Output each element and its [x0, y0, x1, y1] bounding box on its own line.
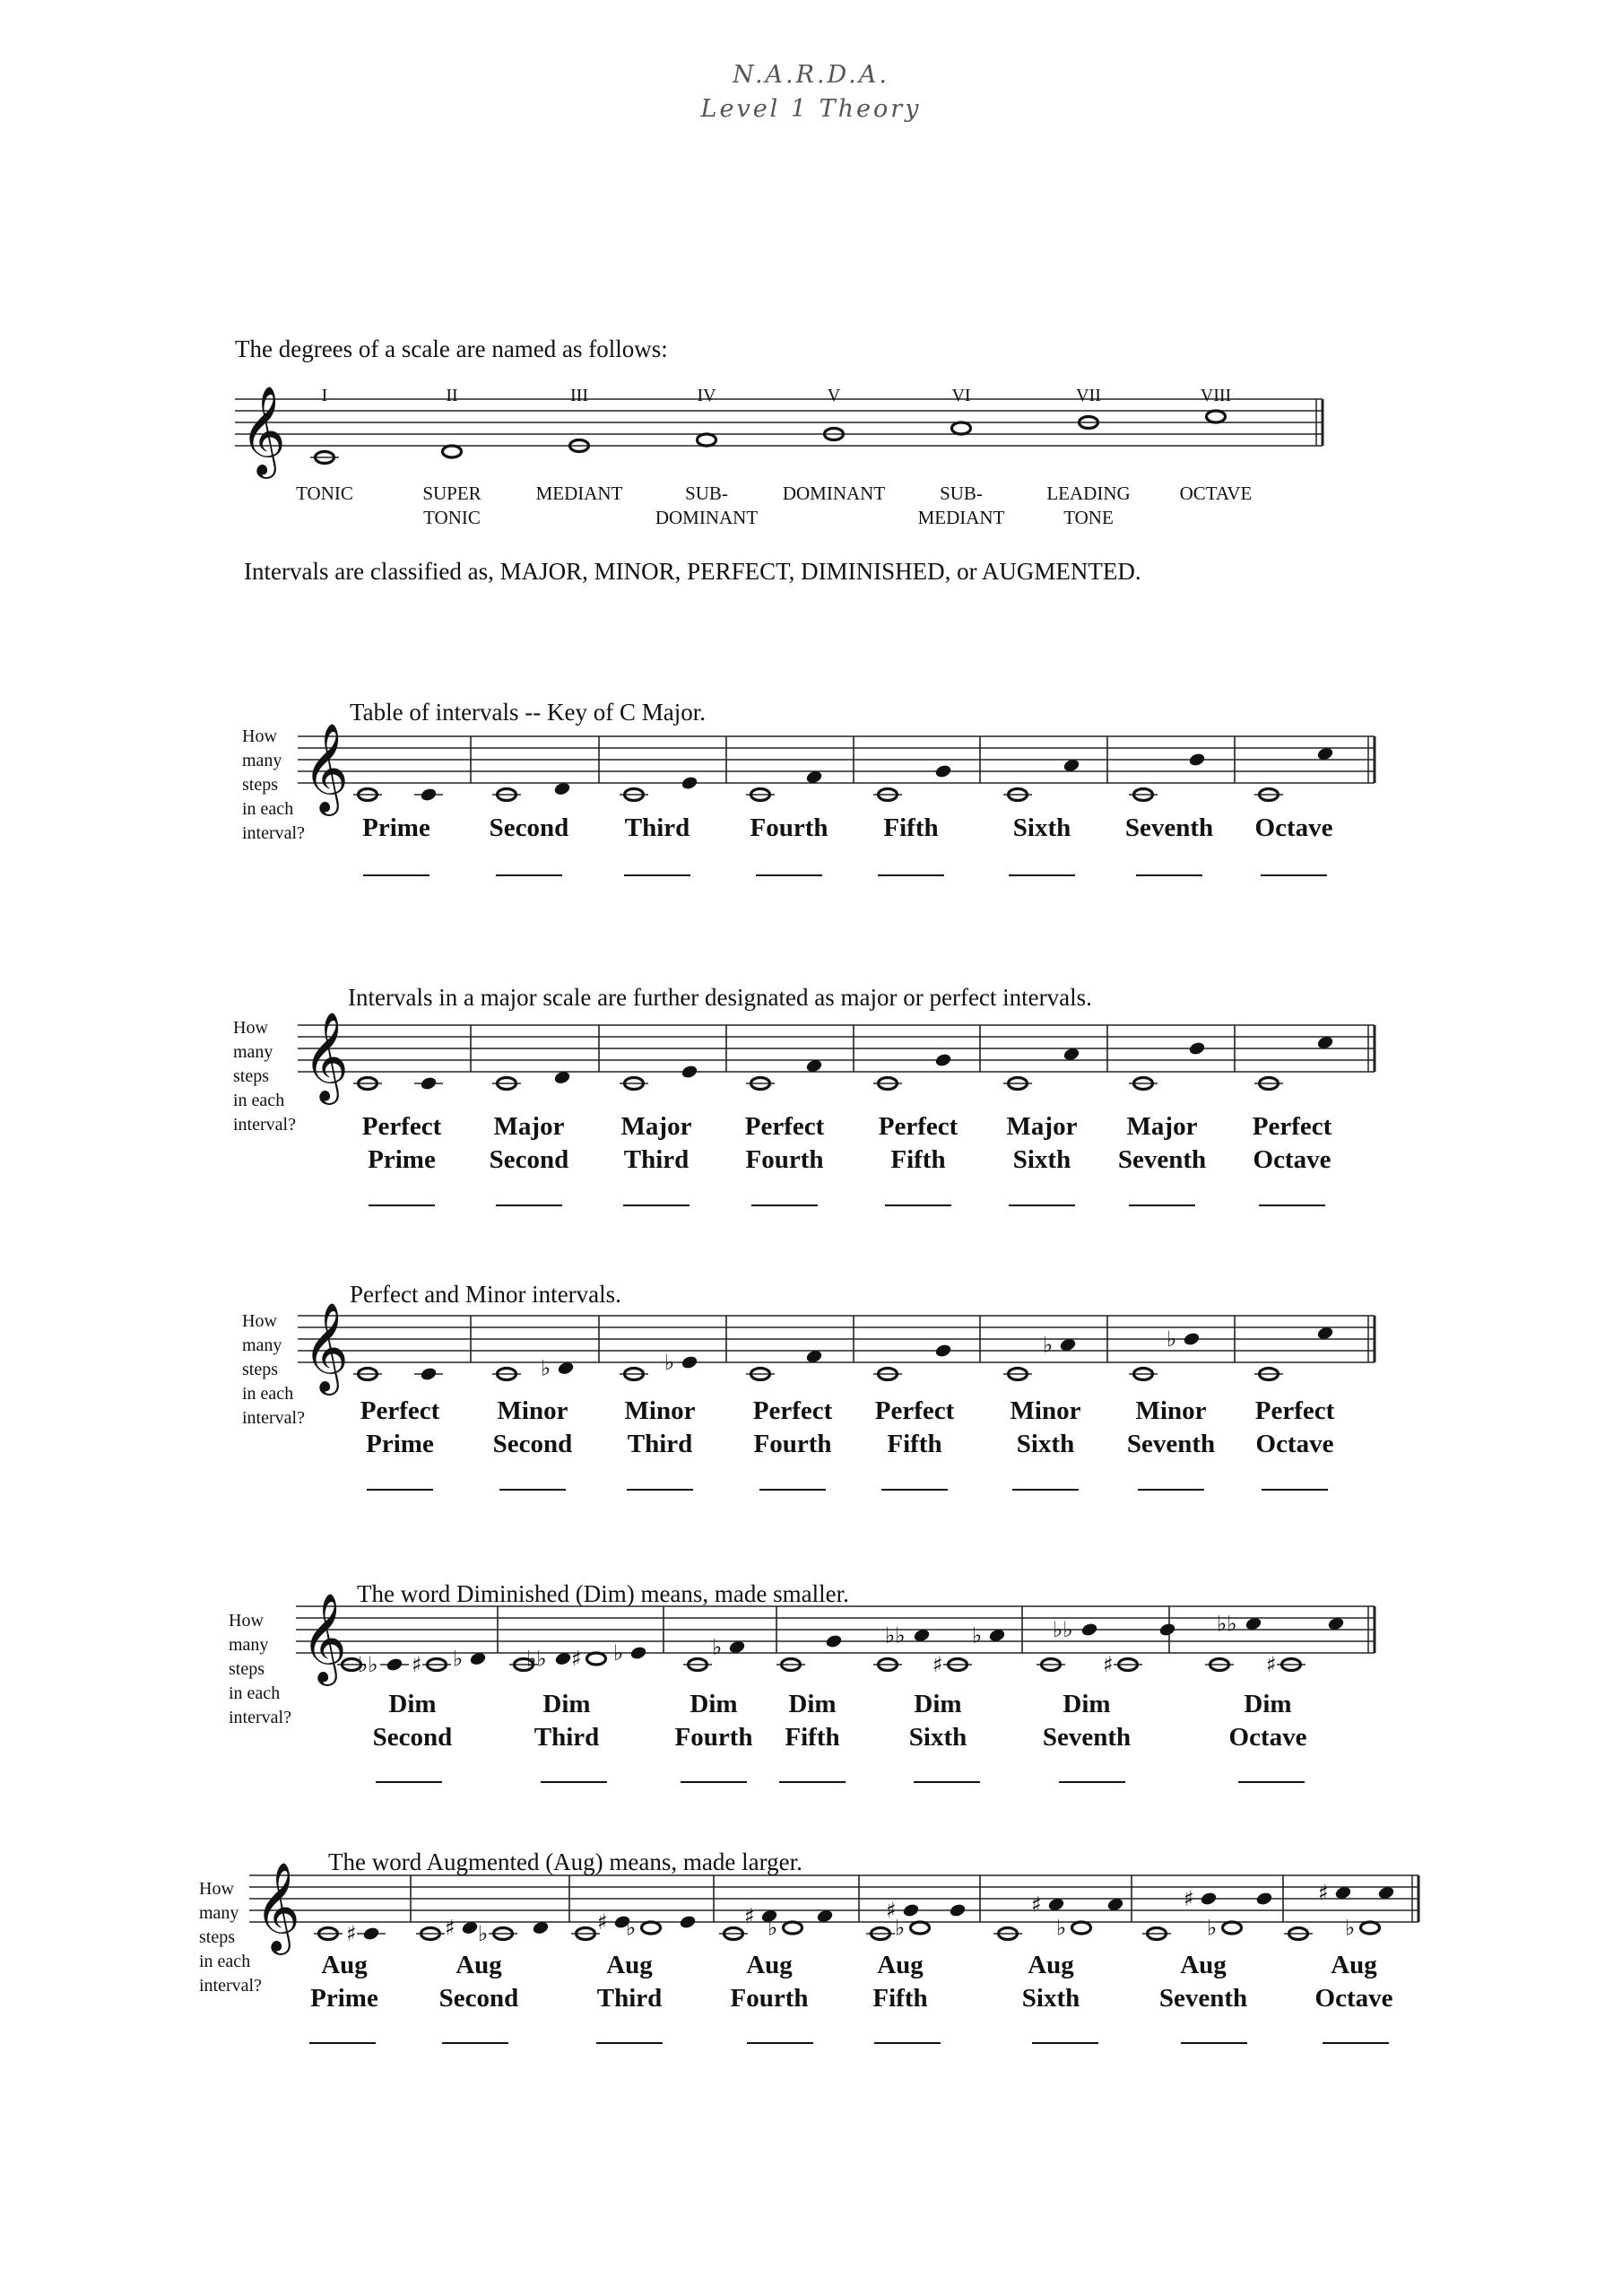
section-caption: The word Augmented (Aug) means, made larger.	[328, 1848, 802, 1875]
interval-label-line: Dim	[914, 1690, 962, 1718]
flat-icon: ♭	[613, 1640, 624, 1665]
interval-label	[1127, 1395, 1215, 1461]
answer-blank[interactable]	[1059, 1781, 1125, 1783]
interval-label-line: Second	[489, 813, 569, 842]
interval-label-line: Fourth	[674, 1723, 753, 1752]
interval-label-line: Third	[624, 813, 690, 842]
interval-label-line: Fifth	[785, 1723, 840, 1752]
interval-label-line: Seventh	[1126, 1430, 1216, 1458]
sharp-icon: ♯	[886, 1898, 897, 1923]
quarter-notehead	[949, 1902, 967, 1918]
quarter-notehead	[362, 1926, 380, 1941]
whole-note	[642, 1922, 661, 1934]
quarter-notehead	[934, 1052, 952, 1067]
interval-label-line: Third	[533, 1723, 600, 1752]
whole-note	[952, 422, 971, 434]
degree-name-line: TONIC	[423, 507, 481, 528]
classification-note: Intervals are classified as, MAJOR, MINOR, PERFECT, DIMINISHED, or AUGMENTED.	[244, 558, 1141, 585]
interval-label-line: Octave	[1228, 1723, 1307, 1752]
interval-staff	[0, 1280, 1622, 1405]
section-caption: Perfect and Minor intervals.	[350, 1281, 621, 1308]
degree-name-line: LEADING	[1046, 483, 1131, 504]
interval-label-line: Second	[438, 1984, 519, 2013]
flat-icon: ♭	[626, 1915, 637, 1941]
interval-label-line: Seventh	[1158, 1984, 1248, 2013]
answer-blank[interactable]	[376, 1781, 442, 1783]
quarter-notehead	[681, 775, 698, 790]
answer-blank[interactable]	[751, 1205, 818, 1206]
quarter-notehead	[679, 1914, 697, 1929]
interval-label-line: Aug	[1331, 1951, 1377, 1979]
degree-name	[655, 482, 758, 530]
sharp-icon: ♯	[412, 1652, 422, 1677]
answer-blank[interactable]	[1009, 874, 1075, 876]
quarter-notehead	[1183, 1331, 1201, 1346]
flat-icon: ♭	[541, 1355, 551, 1381]
section-caption: Intervals in a major scale are further designated as major or perfect intervals.	[348, 984, 1092, 1011]
interval-label	[534, 1688, 600, 1754]
interval-label-line: Sixth	[1016, 1430, 1075, 1458]
interval-label-line: Major	[1006, 1112, 1078, 1141]
interval-label-line: Aug	[746, 1951, 793, 1979]
degree-numeral: I	[321, 386, 328, 405]
interval-label-line: Sixth	[1012, 1145, 1071, 1174]
interval-label	[373, 1688, 453, 1754]
interval-label-line: Sixth	[1021, 1984, 1080, 2013]
quarter-notehead	[1188, 752, 1206, 767]
side-question-line: interval?	[199, 1976, 262, 1996]
answer-blank[interactable]	[1009, 1205, 1075, 1206]
interval-label	[731, 1949, 809, 2015]
side-question-line: steps	[229, 1659, 265, 1679]
interval-label	[879, 1110, 958, 1177]
sharp-icon: ♯	[597, 1909, 608, 1935]
whole-note	[1207, 411, 1226, 422]
interval-label	[1022, 1949, 1080, 2015]
answer-blank[interactable]	[596, 2042, 663, 2044]
side-question-line: steps	[242, 775, 278, 795]
interval-label	[1125, 812, 1213, 845]
side-question-line: interval?	[242, 823, 305, 843]
whole-note	[587, 1653, 606, 1665]
interval-label-line: Fifth	[890, 1145, 946, 1174]
sharp-icon: ♯	[744, 1903, 755, 1929]
interval-label-line: Fifth	[883, 813, 939, 842]
interval-label-line: Fifth	[872, 1984, 928, 2013]
section-caption: Table of intervals -- Key of C Major.	[350, 699, 706, 726]
interval-label-line: Perfect	[878, 1112, 958, 1141]
flat-icon: ♭	[1043, 1332, 1054, 1358]
sharp-icon: ♯	[1266, 1652, 1277, 1677]
answer-blank[interactable]	[1238, 1781, 1305, 1783]
treble-clef-icon: 𝄞	[303, 1012, 349, 1101]
degree-name	[783, 482, 885, 506]
interval-label	[362, 1110, 442, 1177]
quarter-notehead	[1080, 1622, 1098, 1637]
interval-label	[625, 812, 690, 845]
whole-note	[1361, 1922, 1380, 1934]
answer-blank[interactable]	[1323, 2042, 1389, 2044]
interval-label-line: Aug	[1028, 1951, 1074, 1979]
interval-label	[1229, 1688, 1307, 1754]
interval-label	[490, 812, 569, 845]
side-question-line: interval?	[229, 1708, 291, 1727]
sharp-icon: ♯	[1184, 1886, 1194, 1911]
quarter-notehead	[420, 1075, 438, 1091]
interval-label-line: Third	[623, 1145, 690, 1174]
degree-name-line: DOMINANT	[655, 507, 759, 528]
side-question-line: many	[242, 751, 282, 770]
flat-icon: ♭	[972, 1622, 983, 1648]
interval-label-line: Prime	[368, 1145, 436, 1174]
quarter-notehead	[934, 1343, 952, 1358]
quarter-notehead	[1255, 1891, 1273, 1906]
interval-label	[439, 1949, 519, 2015]
answer-blank[interactable]	[1032, 2042, 1098, 2044]
interval-label-line: Second	[372, 1723, 453, 1752]
whole-note	[1223, 1922, 1242, 1934]
side-question-line: steps	[233, 1066, 269, 1086]
sharp-icon: ♯	[1031, 1892, 1042, 1918]
answer-blank[interactable]	[363, 874, 429, 876]
interval-label-line: Prime	[362, 813, 430, 842]
degree-name-line: MEDIANT	[917, 507, 1005, 528]
interval-staff	[0, 700, 1622, 826]
sharp-icon: ♯	[1103, 1652, 1114, 1677]
treble-clef-icon: 𝄞	[255, 1862, 300, 1952]
quarter-notehead	[1200, 1891, 1218, 1906]
interval-label-line: Aug	[321, 1951, 368, 1979]
interval-label	[597, 1949, 663, 2015]
interval-label-line: Second	[492, 1430, 573, 1458]
flat-icon: ♭	[768, 1915, 778, 1941]
answer-blank[interactable]	[878, 874, 944, 876]
interval-label-line: Dim	[1244, 1690, 1292, 1718]
degree-numeral: IV	[697, 386, 716, 405]
interval-label-line: Seventh	[1042, 1723, 1132, 1752]
sharp-icon: ♯	[445, 1915, 455, 1941]
interval-label	[1007, 1110, 1078, 1177]
interval-staff	[0, 1570, 1622, 1696]
side-question-line: How	[233, 1018, 268, 1038]
answer-blank[interactable]	[881, 1489, 948, 1491]
interval-label-line: Third	[596, 1984, 663, 2013]
whole-note	[784, 1922, 802, 1934]
flat-icon: ♭	[712, 1634, 723, 1660]
answer-blank[interactable]	[914, 1781, 980, 1783]
side-question-line: many	[199, 1903, 239, 1923]
interval-label	[1013, 812, 1071, 845]
interval-label-line: Octave	[1254, 813, 1333, 842]
interval-label-line: Aug	[606, 1951, 653, 1979]
interval-staff	[0, 989, 1622, 1115]
degree-name	[1180, 482, 1253, 506]
whole-note	[698, 434, 716, 446]
interval-label	[909, 1688, 967, 1754]
flat-icon: ♭	[1167, 1326, 1177, 1352]
page-header-title: N.A.R.D.A.	[733, 61, 889, 89]
interval-label-line: Prime	[366, 1430, 434, 1458]
interval-label	[745, 1110, 825, 1177]
degree-name	[1046, 482, 1130, 530]
side-question-line: in each	[229, 1683, 281, 1703]
degree-name-line: SUPER	[422, 483, 481, 504]
interval-label	[750, 812, 828, 845]
section-caption: The word Diminished (Dim) means, made smaller.	[357, 1580, 849, 1607]
interval-label-line: Dim	[788, 1690, 837, 1718]
side-question-line: many	[233, 1042, 273, 1062]
interval-label-line: Perfect	[1252, 1112, 1332, 1141]
side-question-line: in each	[242, 799, 294, 819]
interval-label	[753, 1395, 833, 1461]
answer-blank[interactable]	[1262, 1489, 1328, 1491]
side-question-line: steps	[199, 1927, 235, 1947]
double-flat-icon: ♭♭	[526, 1646, 547, 1672]
interval-label-line: Major	[493, 1112, 565, 1141]
side-question-line: interval?	[233, 1115, 296, 1135]
answer-blank[interactable]	[369, 1205, 435, 1206]
interval-label	[1118, 1110, 1206, 1177]
degree-numeral: VIII	[1200, 386, 1232, 405]
interval-label-line: Octave	[1255, 1430, 1334, 1458]
degree-name-line: OCTAVE	[1179, 483, 1253, 504]
interval-label-line: Dim	[1063, 1690, 1111, 1718]
side-question-line: How	[229, 1611, 264, 1631]
interval-label-line: Second	[489, 1145, 569, 1174]
interval-staff	[0, 1839, 1622, 1965]
interval-label-line: Dim	[690, 1690, 738, 1718]
answer-blank[interactable]	[541, 1781, 607, 1783]
interval-label-line: Minor	[497, 1396, 568, 1425]
interval-label	[785, 1688, 839, 1754]
interval-label-line: Aug	[1180, 1951, 1227, 1979]
quarter-notehead	[1158, 1622, 1176, 1637]
interval-label-line: Octave	[1253, 1145, 1331, 1174]
flat-icon: ♭	[1207, 1915, 1218, 1941]
answer-blank[interactable]	[442, 2042, 508, 2044]
interval-label	[883, 812, 938, 845]
degree-numeral: II	[446, 386, 458, 405]
answer-blank[interactable]	[885, 1205, 951, 1206]
interval-label	[1255, 1395, 1335, 1461]
side-question-line: How	[242, 1311, 277, 1331]
interval-label-line: Minor	[1135, 1396, 1207, 1425]
interval-label-line: Fifth	[887, 1430, 942, 1458]
interval-label-line: Perfect	[360, 1396, 440, 1425]
answer-blank[interactable]	[1259, 1205, 1325, 1206]
interval-label-line: Perfect	[1254, 1396, 1335, 1425]
degree-numeral: VII	[1076, 386, 1101, 405]
whole-note	[1072, 1922, 1091, 1934]
answer-blank[interactable]	[1136, 874, 1202, 876]
interval-label	[1043, 1688, 1131, 1754]
interval-label-line: Perfect	[752, 1396, 833, 1425]
side-question-line: in each	[199, 1952, 251, 1971]
flat-icon: ♭	[664, 1350, 675, 1375]
interval-label-line: Octave	[1314, 1984, 1393, 2013]
degree-name	[536, 482, 623, 506]
sharp-icon: ♯	[1318, 1880, 1329, 1906]
quarter-notehead	[386, 1657, 403, 1672]
quarter-notehead	[681, 1354, 698, 1370]
interval-label	[310, 1949, 378, 2015]
scale-degrees-staff	[0, 363, 1622, 489]
quarter-notehead	[681, 1064, 698, 1079]
flat-icon: ♭	[453, 1646, 464, 1672]
double-flat-icon: ♭♭	[885, 1622, 906, 1648]
answer-blank[interactable]	[681, 1781, 747, 1783]
interval-label	[675, 1688, 753, 1754]
interval-label	[625, 1395, 696, 1461]
interval-label	[362, 812, 430, 845]
degree-name-line: TONIC	[296, 483, 353, 504]
interval-label-line: Third	[627, 1430, 693, 1458]
treble-clef-icon: 𝄞	[303, 723, 349, 813]
quarter-notehead	[420, 1366, 438, 1381]
interval-label	[493, 1395, 573, 1461]
interval-label-line: Dim	[388, 1690, 437, 1718]
flat-icon: ♭	[895, 1915, 906, 1941]
interval-label	[1315, 1949, 1393, 2015]
quarter-notehead	[1188, 1040, 1206, 1056]
sharp-icon: ♯	[932, 1652, 943, 1677]
interval-label	[1010, 1395, 1081, 1461]
interval-label-line: Aug	[455, 1951, 502, 1979]
answer-blank[interactable]	[496, 1205, 562, 1206]
interval-label	[1253, 1110, 1332, 1177]
side-question-line: How	[199, 1879, 234, 1899]
double-flat-icon: ♭♭	[1053, 1617, 1073, 1642]
degree-numeral: III	[570, 386, 588, 405]
side-question-line: in each	[242, 1384, 294, 1404]
answer-blank[interactable]	[367, 1489, 433, 1491]
degree-name-line: DOMINANT	[782, 483, 886, 504]
treble-clef-icon: 𝄞	[301, 1593, 347, 1683]
answer-blank[interactable]	[756, 874, 822, 876]
degree-numeral: VI	[951, 386, 971, 405]
degree-name-line: SUB-	[940, 483, 983, 504]
interval-label-line: Fourth	[745, 1145, 824, 1174]
double-flat-icon: ♭♭	[1217, 1611, 1237, 1637]
degrees-intro: The degrees of a scale are named as follows:	[235, 335, 668, 362]
answer-blank[interactable]	[1181, 2042, 1247, 2044]
interval-label	[1255, 812, 1333, 845]
answer-blank[interactable]	[1129, 1205, 1195, 1206]
interval-label	[872, 1949, 927, 2015]
answer-blank[interactable]	[779, 1781, 846, 1783]
treble-clef-icon: 𝄞	[303, 1302, 349, 1392]
interval-label	[490, 1110, 569, 1177]
double-flat-icon: ♭♭	[358, 1652, 378, 1677]
flat-icon: ♭	[1345, 1915, 1356, 1941]
interval-label	[621, 1110, 692, 1177]
treble-clef-icon: 𝄞	[240, 386, 286, 475]
quarter-notehead	[934, 763, 952, 778]
interval-label-line: Prime	[310, 1984, 378, 2013]
answer-blank[interactable]	[309, 2042, 376, 2044]
side-question-line: interval?	[242, 1408, 305, 1428]
quarter-notehead	[629, 1645, 647, 1660]
answer-blank[interactable]	[874, 2042, 941, 2044]
interval-label-line: Perfect	[874, 1396, 955, 1425]
interval-label-line: Seventh	[1117, 1145, 1207, 1174]
degree-name	[918, 482, 1005, 530]
interval-label	[875, 1395, 955, 1461]
answer-blank[interactable]	[496, 874, 562, 876]
degree-name	[296, 482, 353, 506]
answer-blank[interactable]	[759, 1489, 826, 1491]
interval-label-line: Fourth	[753, 1430, 832, 1458]
quarter-notehead	[825, 1633, 843, 1648]
interval-label-line: Major	[620, 1112, 692, 1141]
quarter-notehead	[420, 787, 438, 802]
interval-label-line: Minor	[1010, 1396, 1081, 1425]
interval-label-line: Minor	[624, 1396, 696, 1425]
page-header-subtitle: Level 1 Theory	[700, 95, 922, 123]
whole-note	[911, 1922, 930, 1934]
answer-blank[interactable]	[1012, 1489, 1079, 1491]
interval-label-line: Major	[1126, 1112, 1198, 1141]
sharp-icon: ♯	[571, 1646, 582, 1672]
degree-name-line: SUB-	[685, 483, 728, 504]
side-question-line: How	[242, 726, 277, 746]
answer-blank[interactable]	[627, 1489, 693, 1491]
degree-name	[422, 482, 481, 530]
answer-blank[interactable]	[1261, 874, 1327, 876]
whole-note	[443, 446, 462, 457]
interval-label-line: Perfect	[744, 1112, 825, 1141]
flat-icon: ♭	[478, 1921, 489, 1946]
interval-label	[1159, 1949, 1247, 2015]
interval-label-line: Aug	[877, 1951, 924, 1979]
interval-label-line: Fourth	[730, 1984, 809, 2013]
side-question-line: steps	[242, 1360, 278, 1379]
degree-name-line: MEDIANT	[535, 483, 623, 504]
answer-blank[interactable]	[623, 1205, 690, 1206]
degree-name-line: TONE	[1063, 507, 1114, 528]
answer-blank[interactable]	[747, 2042, 813, 2044]
side-question-line: many	[242, 1335, 282, 1355]
interval-label-line: Dim	[542, 1690, 591, 1718]
interval-label-line: Fourth	[750, 813, 828, 842]
side-question-line: in each	[233, 1091, 285, 1110]
interval-label-line: Seventh	[1124, 813, 1214, 842]
answer-blank[interactable]	[1138, 1489, 1204, 1491]
answer-blank[interactable]	[624, 874, 690, 876]
interval-label	[360, 1395, 440, 1461]
interval-label-line: Sixth	[1012, 813, 1071, 842]
sharp-icon: ♯	[346, 1921, 357, 1946]
answer-blank[interactable]	[499, 1489, 566, 1491]
side-question-line: many	[229, 1635, 269, 1655]
interval-label-line: Perfect	[361, 1112, 442, 1141]
degree-numeral: V	[827, 386, 841, 405]
flat-icon: ♭	[1056, 1915, 1067, 1941]
interval-label-line: Sixth	[908, 1723, 967, 1752]
